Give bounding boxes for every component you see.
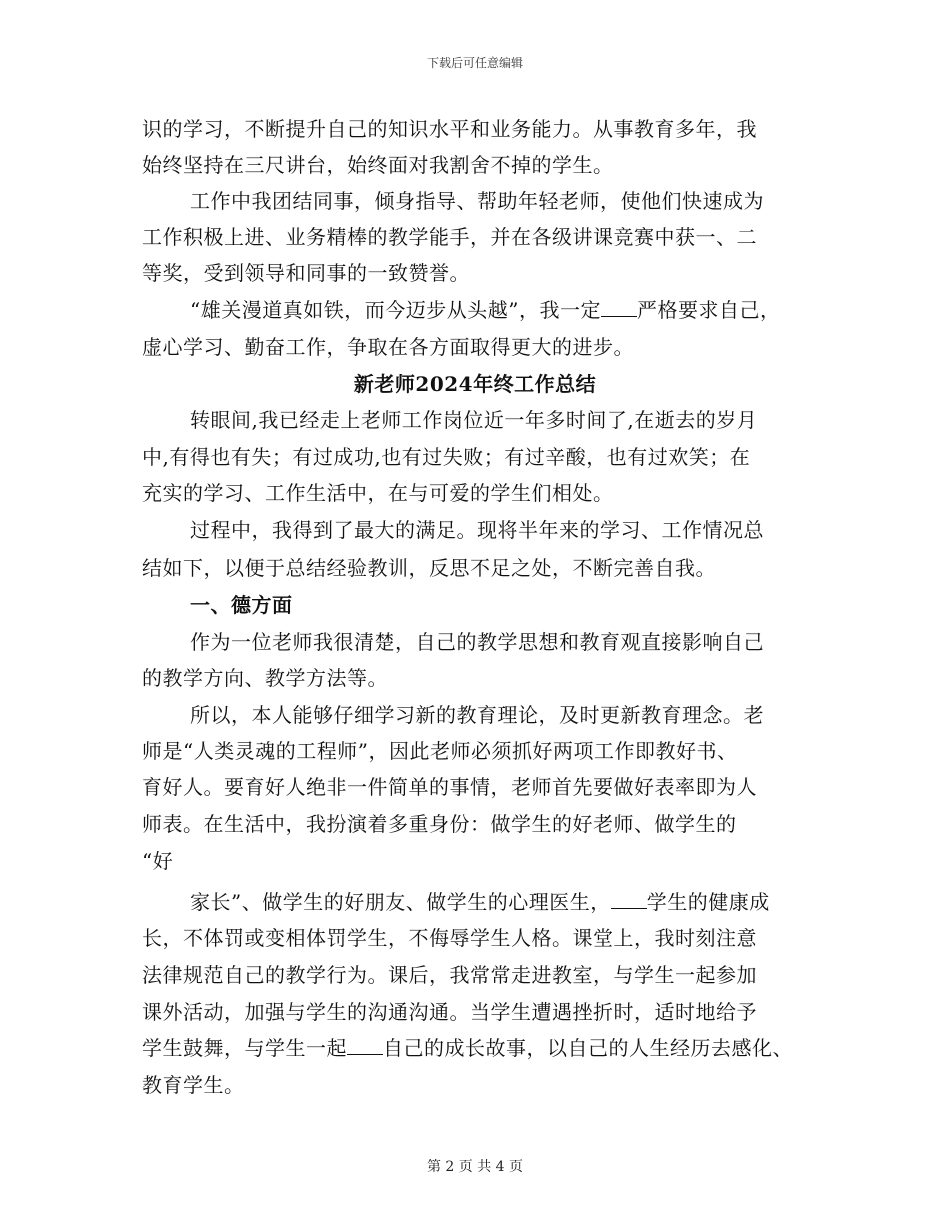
text-segment: 严格要求自己， [636, 298, 781, 322]
text-line: 过程中，我得到了最大的满足。现将半年来的学习、工作情况总 [190, 518, 764, 542]
text-line: 识的学习，不断提升自己的知识水平和业务能力。从事教育多年，我 [142, 117, 757, 141]
section-heading: 一、德方面 [190, 593, 293, 617]
section-title: 新老师2024年终工作总结 [353, 372, 597, 396]
page-header: 下载后可任意编辑 [426, 56, 523, 70]
text-line: 教育学生。 [142, 1073, 245, 1097]
fill-blank [347, 1036, 383, 1055]
text-line: 中,有得也有失；有过成功,也有过失败；有过辛酸，也有过欢笑；在 [142, 445, 751, 469]
text-line [190, 298, 780, 322]
text-line: 师表。在生活中，我扮演着多重身份：做学生的好老师、做学生的 [142, 812, 737, 836]
text-line: 始终坚持在三尺讲台，始终面对我割舍不掉的学生。 [142, 153, 614, 177]
text-segment: 自己的成长故事，以自己的人生经历去感化、 [383, 1036, 793, 1060]
text-line: 等奖，受到领导和同事的一致赞誉。 [142, 261, 470, 285]
fill-blank [611, 890, 647, 909]
fill-blank [601, 298, 637, 317]
text-segment: 学生的健康成 [646, 890, 770, 914]
text-line: 虚心学习、勤奋工作，争取在各方面取得更大的进步。 [142, 335, 634, 359]
page-footer: 第 2 页 共 4 页 [426, 1159, 524, 1175]
text-line: 师是“人类灵魂的工程师”，因此老师必须抓好两项工作即教好书、 [142, 739, 738, 763]
text-line: 结如下，以便于总结经验教训，反思不足之处，不断完善自我。 [142, 556, 716, 580]
text-line [190, 890, 770, 914]
text-line: “好 [142, 849, 174, 873]
text-line: 长，不体罚或变相体罚学生，不侮辱学生人格。课堂上，我时刻注意 [142, 926, 757, 950]
text-line: 作为一位老师我很清楚，自己的教学思想和教育观直接影响自己 [190, 630, 764, 654]
text-line [142, 1036, 793, 1060]
text-line: 的教学方向、教学方法等。 [142, 666, 388, 690]
text-line: 工作中我团结同事，倾身指导、帮助年轻老师，使他们快速成为 [190, 189, 764, 213]
text-segment: 家长”、做学生的好朋友、做学生的心理医生， [190, 890, 611, 914]
text-line: 法律规范自己的教学行为。课后，我常常走进教室，与学生一起参加 [142, 963, 757, 987]
text-line: 所以，本人能够仔细学习新的教育理论，及时更新教育理念。老 [190, 703, 764, 727]
text-line: 转眼间,我已经走上老师工作岗位近一年多时间了,在逝去的岁月 [190, 408, 758, 432]
text-line: 充实的学习、工作生活中，在与可爱的学生们相处。 [142, 481, 614, 505]
text-segment: “雄关漫道真如铁，而今迈步从头越”，我一定 [190, 298, 601, 322]
text-line: 育好人。要育好人绝非一件简单的事情，老师首先要做好表率即为人 [142, 775, 757, 799]
text-segment: 学生鼓舞，与学生一起 [142, 1036, 347, 1060]
text-line: 工作积极上进、业务精棒的教学能手，并在各级讲课竞赛中获一、二 [142, 225, 757, 249]
text-line: 课外活动，加强与学生的沟通沟通。当学生遭遇挫折时，适时地给予 [142, 1000, 757, 1024]
